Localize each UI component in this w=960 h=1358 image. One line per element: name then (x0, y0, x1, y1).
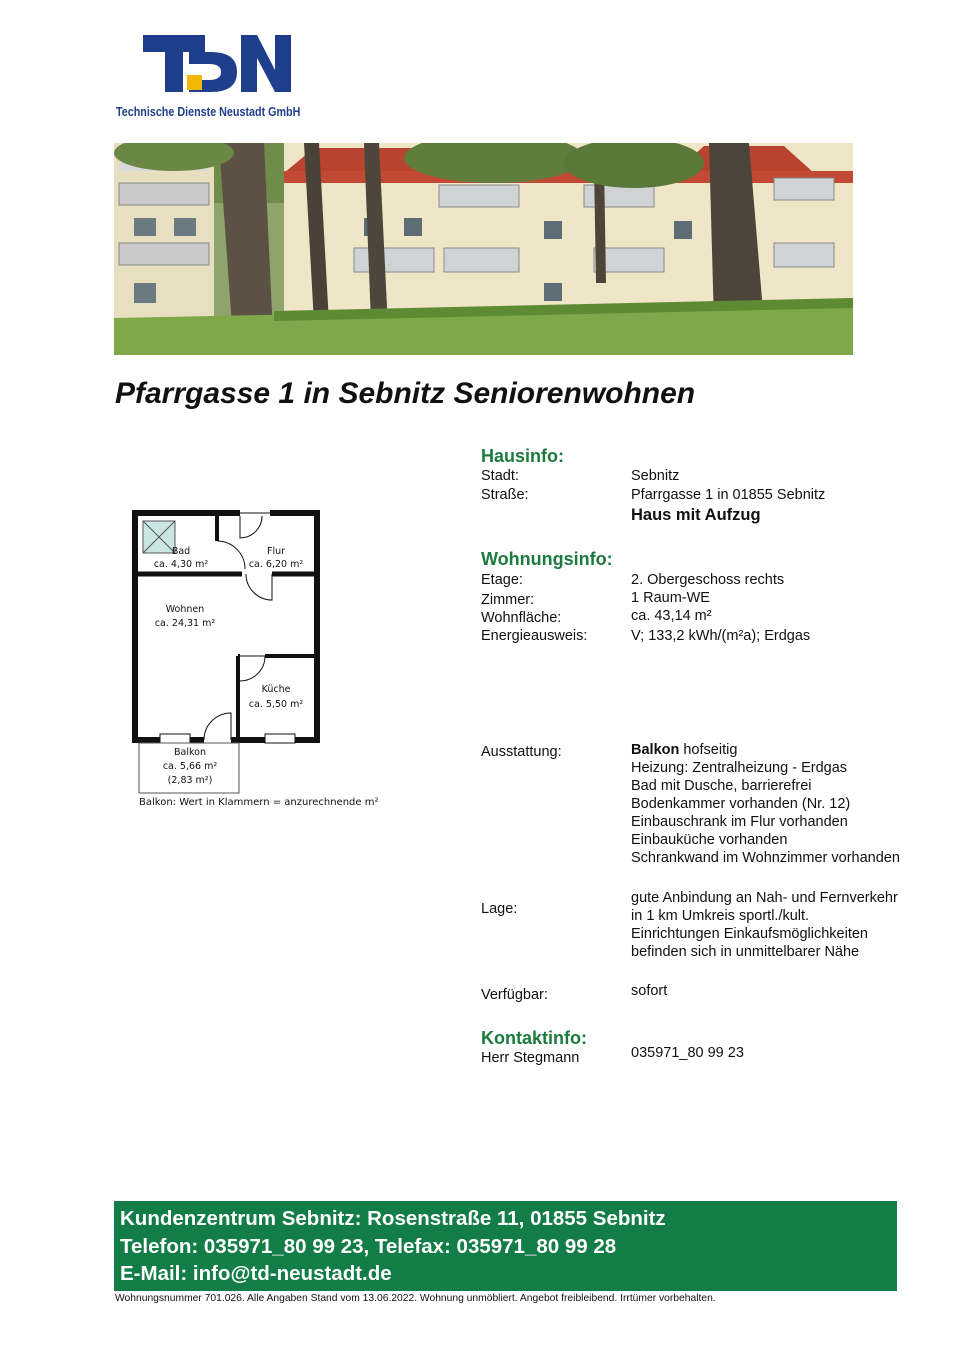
stadt-label: Stadt: (481, 468, 519, 484)
footer-email[interactable]: E-Mail: info@td-neustadt.de (120, 1262, 392, 1285)
stadt-value: Sebnitz (631, 468, 680, 484)
ausstattung-item (631, 741, 900, 759)
energieausweis-value: V; 133,2 kWh/(m²a); Erdgas (631, 628, 811, 644)
kontakt-name: Herr Stegmann (481, 1050, 580, 1066)
lage-label: Lage: (481, 901, 518, 917)
footer-address: Kundenzentrum Sebnitz: Rosenstraße 11, 01855 Sebnitz (120, 1207, 666, 1230)
kontakt-phone: 035971_80 99 23 (631, 1045, 744, 1061)
wohnflaeche-label: Wohnfläche: (481, 610, 562, 626)
ausstattung-item: Schrankwand im Wohnzimmer vorhanden (631, 850, 900, 866)
strasse-label: Straße: (481, 487, 529, 503)
ausstattung-item: Bodenkammer vorhanden (Nr. 12) (631, 796, 851, 812)
ausstattung-item: Bad mit Dusche, barrierefrei (631, 778, 812, 794)
verfuegbar-label: Verfügbar: (481, 987, 548, 1003)
room-flur-name: Flur (266, 546, 286, 557)
lage-item: gute Anbindung an Nah- und Fernverkehr (631, 890, 898, 906)
floor-plan (130, 508, 410, 813)
lage-item: in 1 km Umkreis sportl./kult. (631, 908, 810, 924)
page-title: Pfarrgasse 1 in Sebnitz Seniorenwohnen (115, 377, 696, 410)
room-wohnen-name: Wohnen (165, 604, 205, 615)
lage-list (631, 889, 898, 961)
ausstattung-balkon: Balkon (631, 742, 680, 758)
energieausweis-label: Energieausweis: (481, 628, 588, 644)
room-bad-area: ca. 4,30 m² (153, 559, 209, 570)
strasse-value: Pfarrgasse 1 in 01855 Sebnitz (631, 487, 826, 503)
room-kueche-area: ca. 5,50 m² (248, 699, 304, 710)
footer-phone: Telefon: 035971_80 99 23, Telefax: 035971_80 99 28 (120, 1235, 617, 1258)
ausstattung-item: Einbauschrank im Flur vorhanden (631, 814, 848, 830)
room-balkon-area: ca. 5,66 m² (162, 761, 218, 772)
wohnflaeche-value: ca. 43,14 m² (631, 608, 712, 624)
room-flur-area: ca. 6,20 m² (248, 559, 304, 570)
hausinfo-heading: Hausinfo: (481, 446, 564, 466)
room-balkon-extra: (2,83 m²) (167, 775, 213, 786)
room-kueche-name: Küche (261, 684, 291, 695)
building-photo (114, 143, 853, 355)
room-balkon-name: Balkon (174, 747, 206, 758)
ausstattung-item: Heizung: Zentralheizung - Erdgas (631, 760, 848, 776)
room-bad-name: Bad (171, 546, 191, 557)
disclaimer: Wohnungsnummer 701.026. Alle Angaben Stand vom 13.06.2022. Wohnung unmöbliert. Angebot freibleibend. Irrtümer vorbehalten. (115, 1293, 716, 1304)
floorplan-note: Balkon: Wert in Klammern = anzurechnende m² (139, 797, 379, 808)
lage-item: befinden sich in unmittelbarer Nähe (631, 944, 860, 960)
kontakt-heading: Kontaktinfo: (481, 1028, 587, 1048)
wohnungsinfo-heading: Wohnungsinfo: (481, 549, 613, 569)
verfuegbar-value: sofort (631, 983, 668, 999)
etage-value: 2. Obergeschoss rechts (631, 572, 785, 588)
ausstattung-item: Einbauküche vorhanden (631, 832, 788, 848)
etage-label: Etage: (481, 572, 523, 588)
zimmer-value: 1 Raum-WE (631, 590, 710, 606)
ausstattung-list (631, 741, 900, 867)
zimmer-label: Zimmer: (481, 592, 535, 608)
room-wohnen-area: ca. 24,31 m² (154, 618, 216, 629)
company-name: Technische Dienste Neustadt GmbH (116, 105, 301, 119)
lage-item: Einrichtungen Einkaufsmöglichkeiten (631, 926, 868, 942)
ausstattung-label: Ausstattung: (481, 744, 562, 760)
haus-highlight: Haus mit Aufzug (631, 506, 761, 524)
ausstattung-balkon-rest: hofseitig (679, 742, 738, 758)
